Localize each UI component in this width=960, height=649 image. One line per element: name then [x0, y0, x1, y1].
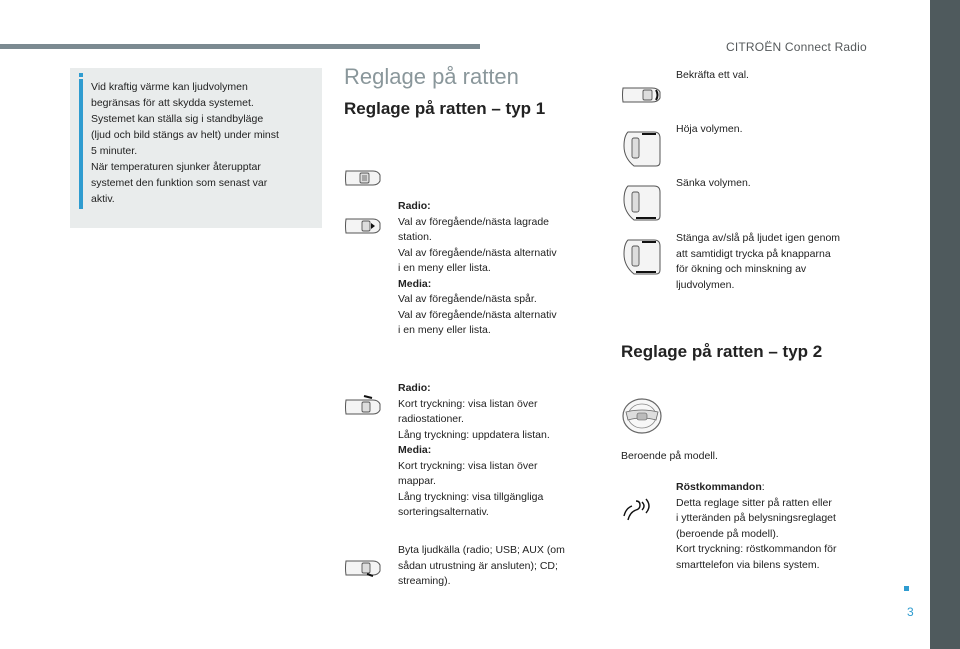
type1-heading: Reglage på ratten – typ 1: [344, 99, 546, 118]
item3-line: streaming).: [398, 575, 451, 587]
volume-down-icon: [620, 182, 664, 224]
item2-radio-label: Radio:: [398, 382, 431, 394]
section-title: Reglage på ratten: [344, 64, 519, 89]
item1-media-line: Val av föregående/nästa spår.: [398, 293, 537, 305]
item1-media-line: i en meny eller lista.: [398, 324, 491, 336]
item1-radio-line: station.: [398, 231, 432, 243]
item2-media-line: sorteringsalternativ.: [398, 506, 489, 518]
voice-line: i ytteränden på belysningsreglaget: [676, 512, 836, 524]
item3-text: [398, 543, 598, 590]
item2-text: [398, 381, 598, 521]
voice-command-icon: [622, 496, 658, 526]
item7-text: [676, 231, 876, 293]
confirm-button-icon: [620, 82, 664, 108]
item1-media-label: Media:: [398, 277, 432, 290]
info-icon: [79, 73, 83, 77]
info-bar: [79, 79, 83, 209]
page-number: 3: [907, 605, 914, 619]
item7-line: för ökning och minskning av: [676, 263, 807, 275]
scroll-wheel-icon: [343, 213, 383, 239]
item7-line: ljudvolymen.: [676, 278, 735, 291]
info-note-text: Vid kraftig värme kan ljudvolymen begränsas för att skydda systemet. Systemet kan ställa sig i standbyläge (ljud och bild stängs av helt) under minst 5 minuter. När temperaturen sjunker återupptar systemet den funktion som senast var aktiv.: [91, 81, 279, 205]
item5-text: [676, 122, 876, 138]
top-rule: [0, 44, 480, 49]
item7-line: att samtidigt trycka på knapparna: [676, 247, 831, 260]
voice-line: (beroende på modell).: [676, 527, 779, 540]
item1-radio-label: Radio:: [398, 200, 431, 212]
voice-line: Detta reglage sitter på ratten eller: [676, 496, 832, 509]
item2-media-line: Lång tryckning: visa tillgängliga: [398, 490, 544, 503]
model-note: Beroende på modell.: [621, 450, 718, 462]
mute-icon: [620, 236, 664, 278]
item1-media-line: Val av föregående/nästa alternativ: [398, 308, 557, 321]
item1-radio-line: Val av föregående/nästa alternativ: [398, 246, 557, 259]
source-button-icon: [343, 555, 383, 581]
voice-line: Kort tryckning: röstkommandon för: [676, 543, 837, 555]
item2-radio-line: Kort tryckning: visa listan över: [398, 397, 538, 410]
item2-radio-line: Lång tryckning: uppdatera listan.: [398, 428, 550, 441]
item2-media-label: Media:: [398, 444, 432, 456]
item3-line: sådan utrustning är ansluten); CD;: [398, 559, 558, 572]
voice-text: [676, 480, 876, 573]
item1-text: [398, 199, 598, 339]
item2-media-line: Kort tryckning: visa listan över: [398, 459, 538, 472]
item6-text: [676, 176, 876, 192]
item5-line: Höja volymen.: [676, 123, 743, 135]
voice-label: Röstkommandon: [676, 481, 762, 493]
volume-up-icon: [620, 128, 664, 170]
item1-radio-line: Val av föregående/nästa lagrade: [398, 215, 549, 228]
type2-heading: Reglage på ratten – typ 2: [621, 342, 823, 361]
item4-text: [676, 68, 876, 84]
item2-radio-line: radiostationer.: [398, 413, 464, 425]
item6-line: Sänka volymen.: [676, 177, 751, 189]
item2-media-line: mappar.: [398, 475, 436, 487]
side-bar: [930, 0, 960, 649]
brand-title: CITROËN Connect Radio: [726, 40, 867, 54]
steering-control-icon: [343, 165, 383, 191]
voice-colon: :: [761, 481, 765, 493]
wheel-press-icon: [343, 394, 383, 420]
page-marker: [904, 586, 909, 591]
item7-line: Stänga av/slå på ljudet igen genom: [676, 232, 841, 244]
item4-line: Bekräfta ett val.: [676, 69, 749, 81]
steering-wheel-icon: [620, 396, 664, 436]
info-note: [70, 68, 322, 228]
voice-line: smarttelefon via bilens system.: [676, 558, 820, 571]
item3-line: Byta ljudkälla (radio; USB; AUX (om: [398, 544, 565, 556]
item1-radio-line: i en meny eller lista.: [398, 262, 491, 274]
